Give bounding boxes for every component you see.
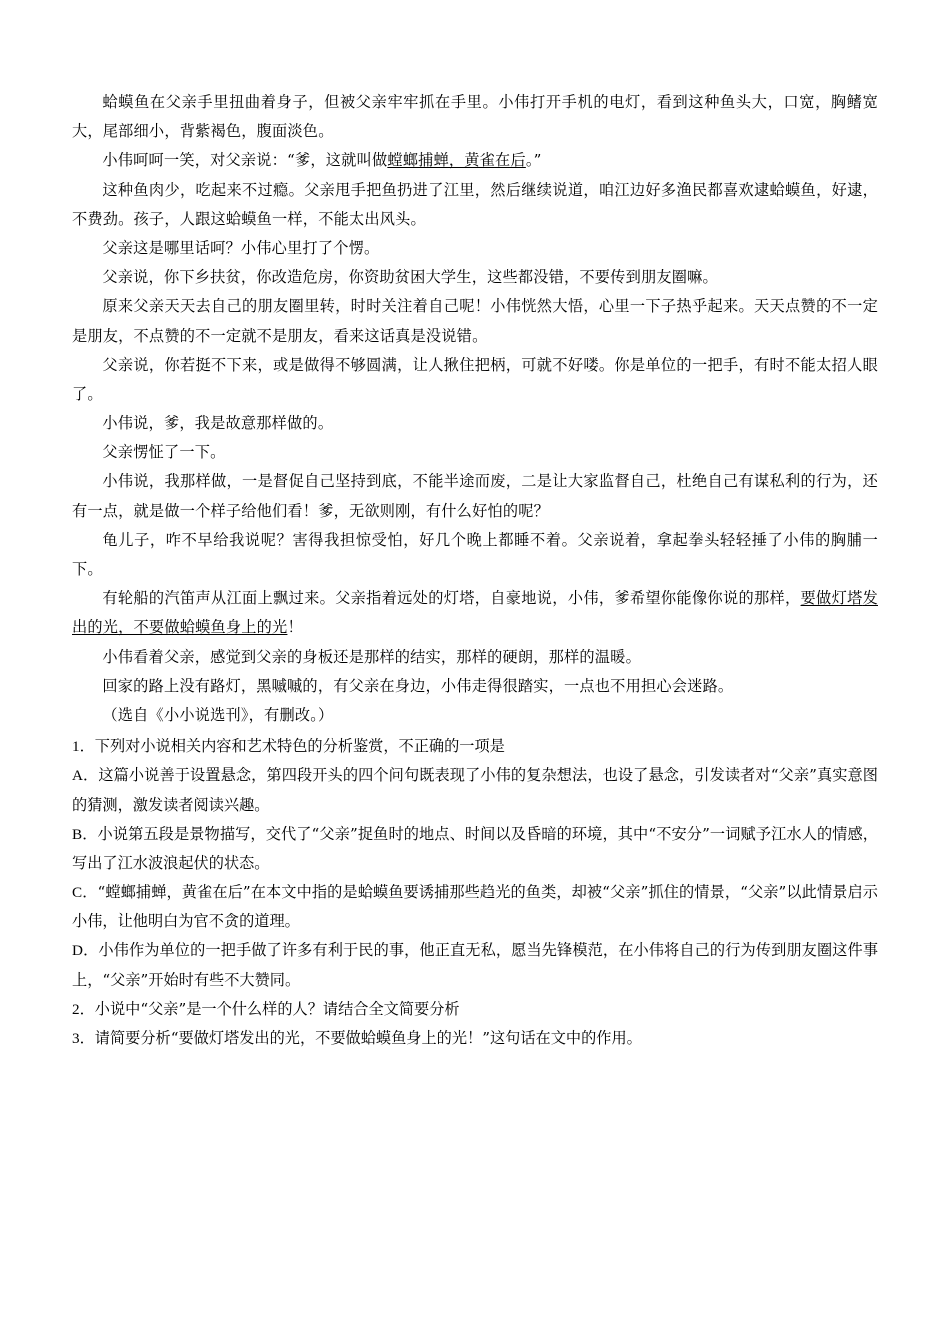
- paragraph-text-after: 。”: [525, 151, 542, 170]
- passage-paragraph: 蛤蟆鱼在父亲手里扭曲着身子，但被父亲牢牢抓在手里。小伟打开手机的电灯，看到这种鱼头大，口宽，胸鳍宽大，尾部细小，背紫褐色，腹面淡色。: [72, 93, 878, 141]
- question-text: 小说中“父亲”是一个什么样的人？请结合全文简要分析: [94, 999, 460, 1018]
- paragraph-text-before: 小伟呵呵一笑，对父亲说：“爹，这就叫做: [102, 151, 388, 170]
- option-label: C．: [72, 884, 98, 902]
- passage-paragraph: 小伟说，爹，我是故意那样做的。: [102, 414, 334, 433]
- option-label: A．: [72, 767, 99, 785]
- passage-paragraph: 小伟看着父亲，感觉到父亲的身板还是那样的结实，那样的硬朗，那样的温暖。: [102, 647, 641, 666]
- question-label: 3．: [72, 1030, 95, 1047]
- passage-paragraph: 龟儿子，咋不早给我说呢？害得我担惊受怕，好几个晚上都睡不着。父亲说着，拿起拳头轻轻捶了小伟的胸脯一下。: [72, 530, 878, 578]
- option-text: 这篇小说善于设置悬念，第四段开头的四个问句既表现了小伟的复杂想法，也设了悬念，引发读者对“父亲”真实意图的猜测，激发读者阅读兴趣。: [72, 766, 878, 814]
- option-label: D．: [72, 942, 99, 960]
- question-item: [72, 1024, 878, 1053]
- passage-paragraph: 父亲愣怔了一下。: [102, 443, 226, 462]
- question-option-d: [72, 936, 878, 994]
- passage-paragraph-with-underline: [72, 146, 878, 175]
- option-label: B．: [72, 825, 98, 843]
- question-text: 请简要分析“要做灯塔发出的光，不要做蛤蟆鱼身上的光！”这句话在文中的作用。: [94, 1029, 642, 1047]
- question-option-b: [72, 820, 878, 878]
- passage-body: [72, 88, 878, 730]
- paragraph-text-after: ！: [287, 618, 303, 637]
- underlined-quote-part2: 发出的光，不要做蛤蟆鱼身上的光: [72, 589, 878, 637]
- passage-paragraph: 父亲这是哪里话呵？小伟心里打了个愣。: [102, 238, 380, 257]
- passage-paragraph: 小伟说，我那样做，一是督促自己坚持到底，不能半途而废，二是让大家监督自己，杜绝自己有谋私利的行为，还有一点，就是做一个样子给他们看！爹，无欲则刚，有什么好怕的呢？: [72, 472, 878, 520]
- question-text: 下列对小说相关内容和艺术特色的分析鉴赏，不正确的一项是: [94, 737, 505, 756]
- passage-paragraph: 回家的路上没有路灯，黑嘁嘁的，有父亲在身边，小伟走得很踏实，一点也不用担心会迷路。: [102, 676, 734, 695]
- question-label: 1．: [72, 738, 95, 756]
- question-item: [72, 995, 878, 1024]
- question-option-a: [72, 761, 878, 819]
- underlined-idiom: 螳螂捕蝉，黄雀在后: [387, 151, 526, 170]
- question-label: 2．: [72, 1000, 95, 1018]
- question-item: [72, 732, 878, 761]
- underlined-quote-part1: 要做灯塔: [800, 589, 863, 608]
- questions-list: [72, 732, 878, 1053]
- passage-source: （选自《小小说选刊》，有删改。）: [102, 705, 334, 724]
- question-option-c: [72, 878, 878, 936]
- option-text: 小伟作为单位的一把手做了许多有利于民的事，他正直无私，愿当先锋模范，在小伟将自己的行为传到朋友圈这件事上，“父亲”开始时有些不大赞同。: [72, 941, 878, 989]
- option-text: “螳螂捕蝉，黄雀在后”在本文中指的是蛤蟆鱼要诱捕那些趋光的鱼类，却被“父亲”抓住的情景，“父亲”以此情景启示小伟，让他明白为官不贪的道理。: [72, 883, 878, 931]
- option-text: 小说第五段是景物描写，交代了“父亲”捉鱼时的地点、时间以及昏暗的环境，其中“不安分”一词赋予江水人的情感，写出了江水波浪起伏的状态。: [72, 824, 878, 872]
- passage-paragraph: 父亲说，你下乡扶贫，你改造危房，你资助贫困大学生，这些都没错，不要传到朋友圈嘛。: [102, 268, 718, 287]
- passage-paragraph-with-underline: [72, 584, 878, 642]
- passage-paragraph: 父亲说，你若挺不下来，或是做得不够圆满，让人揪住把柄，可就不好喽。你是单位的一把手，有时不能太招人眼了。: [72, 355, 878, 403]
- paragraph-text-before: 有轮船的汽笛声从江面上飘过来。父亲指着远处的灯塔，自豪地说，小伟，爹希望你能像你说的那样，: [102, 589, 801, 608]
- passage-paragraph: 原来父亲天天去自己的朋友圈里转，时时关注着自己呢！小伟恍然大悟，心里一下子热乎起来。天天点赞的不一定是朋友，不点赞的不一定就不是朋友，看来这话真是没说错。: [72, 297, 878, 345]
- passage-paragraph: 这种鱼肉少，吃起来不过瘾。父亲甩手把鱼扔进了江里，然后继续说道，咱江边好多渔民都喜欢逮蛤蟆鱼，好逮，不费劲。孩子，人跟这蛤蟆鱼一样，不能太出风头。: [72, 180, 878, 228]
